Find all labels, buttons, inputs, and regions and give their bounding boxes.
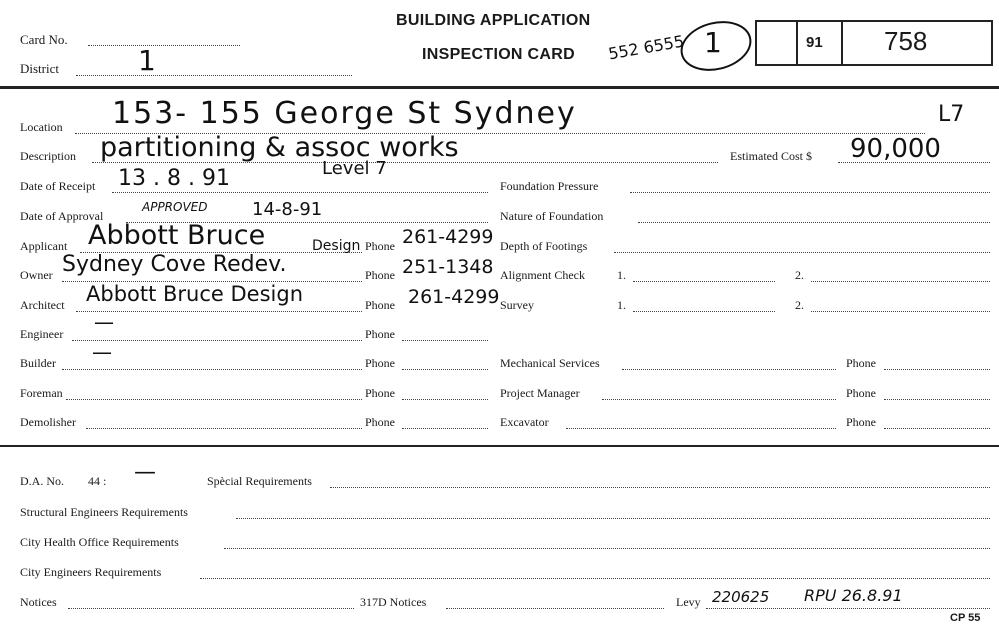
district-label: District	[20, 61, 59, 76]
description-insert: Level 7	[322, 158, 387, 179]
reference-number: 758	[884, 26, 928, 56]
header-divider	[0, 86, 999, 89]
depth-footings-dotted-line	[614, 252, 990, 253]
survey-1-label: 1.	[617, 298, 626, 312]
circled-number: 1	[704, 26, 722, 59]
architect-value: Abbott Bruce Design	[86, 282, 304, 306]
nature-foundation-dotted-line	[638, 222, 990, 223]
alignment-1-dotted-line	[633, 281, 775, 282]
survey-2-label: 2.	[795, 298, 804, 312]
project-manager-dotted-line	[602, 399, 836, 400]
applicant-phone-label: Phone	[365, 239, 395, 253]
levy-label: Levy	[676, 595, 701, 609]
form-code: CP 55	[950, 612, 981, 624]
applicant-insert: Design	[312, 238, 361, 254]
owner-phone-value: 251-1348	[402, 256, 494, 278]
engineer-dash: —	[94, 310, 114, 334]
da-no-label: D.A. No.	[20, 474, 64, 488]
notices-317d-label: 317D Notices	[360, 595, 427, 609]
alignment-2-dotted-line	[811, 281, 990, 282]
mechanical-services-label: Mechanical Services	[500, 356, 600, 370]
builder-dotted-line	[62, 369, 362, 370]
health-requirements-dotted-line	[224, 548, 990, 549]
architect-label: Architect	[20, 298, 65, 312]
engineer-label: Engineer	[20, 327, 64, 341]
health-requirements-label: City Health Office Requirements	[20, 535, 179, 549]
card-no-label: Card No.	[20, 32, 68, 47]
architect-dotted-line	[76, 311, 362, 312]
special-requirements-dotted-line	[330, 487, 990, 488]
demolisher-label: Demolisher	[20, 415, 76, 429]
corner-note: L7	[938, 102, 965, 127]
excavator-phone-dotted-line	[884, 428, 990, 429]
location-value: 153- 155 George St Sydney	[112, 96, 577, 131]
engineer-phone-label: Phone	[365, 327, 395, 341]
excavator-label: Excavator	[500, 415, 549, 429]
survey-1-dotted-line	[633, 311, 775, 312]
builder-phone-dotted-line	[402, 369, 488, 370]
city-engineers-requirements-label: City Engineers Requirements	[20, 565, 162, 579]
special-requirements-label: Spècial Requirements	[207, 474, 312, 488]
estimated-cost-value: 90,000	[850, 134, 941, 164]
excavator-phone-label: Phone	[846, 415, 876, 429]
location-label: Location	[20, 120, 63, 134]
foreman-phone-dotted-line	[402, 399, 488, 400]
structural-requirements-dotted-line	[236, 518, 990, 519]
demolisher-phone-label: Phone	[365, 415, 395, 429]
applicant-value: Abbott Bruce	[88, 220, 266, 251]
reference-box-divider-2	[841, 20, 843, 66]
builder-dash: —	[92, 340, 112, 364]
city-engineers-requirements-dotted-line	[200, 578, 990, 579]
builder-phone-label: Phone	[365, 356, 395, 370]
alignment-check-label: Alignment Check	[500, 268, 585, 282]
foreman-dotted-line	[66, 399, 362, 400]
form-title-line1: BUILDING APPLICATION	[396, 12, 591, 29]
date-receipt-label: Date of Receipt	[20, 179, 96, 193]
card-no-dotted-line	[88, 45, 240, 46]
date-approval-value: 14-8-91	[252, 199, 323, 220]
survey-label: Survey	[500, 298, 534, 312]
notices-label: Notices	[20, 595, 57, 609]
date-approval-label: Date of Approval	[20, 209, 104, 223]
structural-requirements-label: Structural Engineers Requirements	[20, 505, 188, 519]
date-receipt-value: 13 . 8 . 91	[118, 166, 230, 191]
notices-317d-dotted-line	[446, 608, 664, 609]
mechanical-phone-label: Phone	[846, 356, 876, 370]
project-manager-phone-dotted-line	[884, 399, 990, 400]
project-manager-label: Project Manager	[500, 386, 580, 400]
applicant-phone-value: 261-4299	[402, 226, 494, 248]
district-value: 1	[138, 44, 156, 77]
estimated-cost-label: Estimated Cost $	[730, 149, 812, 163]
foreman-label: Foreman	[20, 386, 63, 400]
alignment-1-label: 1.	[617, 268, 626, 282]
main-divider	[0, 445, 999, 447]
owner-phone-label: Phone	[365, 268, 395, 282]
approval-stamp: APPROVED	[142, 200, 208, 214]
owner-value: Sydney Cove Redev.	[62, 252, 287, 277]
reference-year: 91	[806, 34, 823, 51]
notices-dotted-line	[68, 608, 354, 609]
architect-phone-label: Phone	[365, 298, 395, 312]
foreman-phone-label: Phone	[365, 386, 395, 400]
reference-box-divider-1	[796, 20, 798, 66]
foundation-pressure-dotted-line	[630, 192, 990, 193]
levy-value: 220625	[712, 588, 770, 606]
form-title-line2: INSPECTION CARD	[422, 46, 575, 63]
engineer-phone-dotted-line	[402, 340, 488, 341]
project-manager-phone-label: Phone	[846, 386, 876, 400]
depth-footings-label: Depth of Footings	[500, 239, 588, 253]
owner-label: Owner	[20, 268, 53, 282]
date-receipt-dotted-line	[112, 192, 488, 193]
levy-dotted-line	[706, 608, 990, 609]
foundation-pressure-label: Foundation Pressure	[500, 179, 599, 193]
levy-note: RPU 26.8.91	[804, 586, 903, 605]
applicant-label: Applicant	[20, 239, 68, 253]
alignment-2-label: 2.	[795, 268, 804, 282]
demolisher-phone-dotted-line	[402, 428, 488, 429]
da-dash: —	[134, 460, 156, 485]
demolisher-dotted-line	[86, 428, 362, 429]
engineer-dotted-line	[72, 340, 362, 341]
district-dotted-line	[76, 75, 352, 76]
mechanical-services-dotted-line	[622, 369, 836, 370]
handwritten-reference: 552 6555	[606, 31, 686, 64]
description-value: partitioning & assoc works	[100, 132, 459, 163]
reference-box	[755, 20, 993, 66]
architect-phone-value: 261-4299	[408, 286, 500, 308]
mechanical-phone-dotted-line	[884, 369, 990, 370]
nature-foundation-label: Nature of Foundation	[500, 209, 604, 223]
description-label: Description	[20, 149, 76, 163]
survey-2-dotted-line	[811, 311, 990, 312]
builder-label: Builder	[20, 356, 56, 370]
excavator-dotted-line	[566, 428, 836, 429]
da-number: 44 :	[88, 474, 107, 488]
